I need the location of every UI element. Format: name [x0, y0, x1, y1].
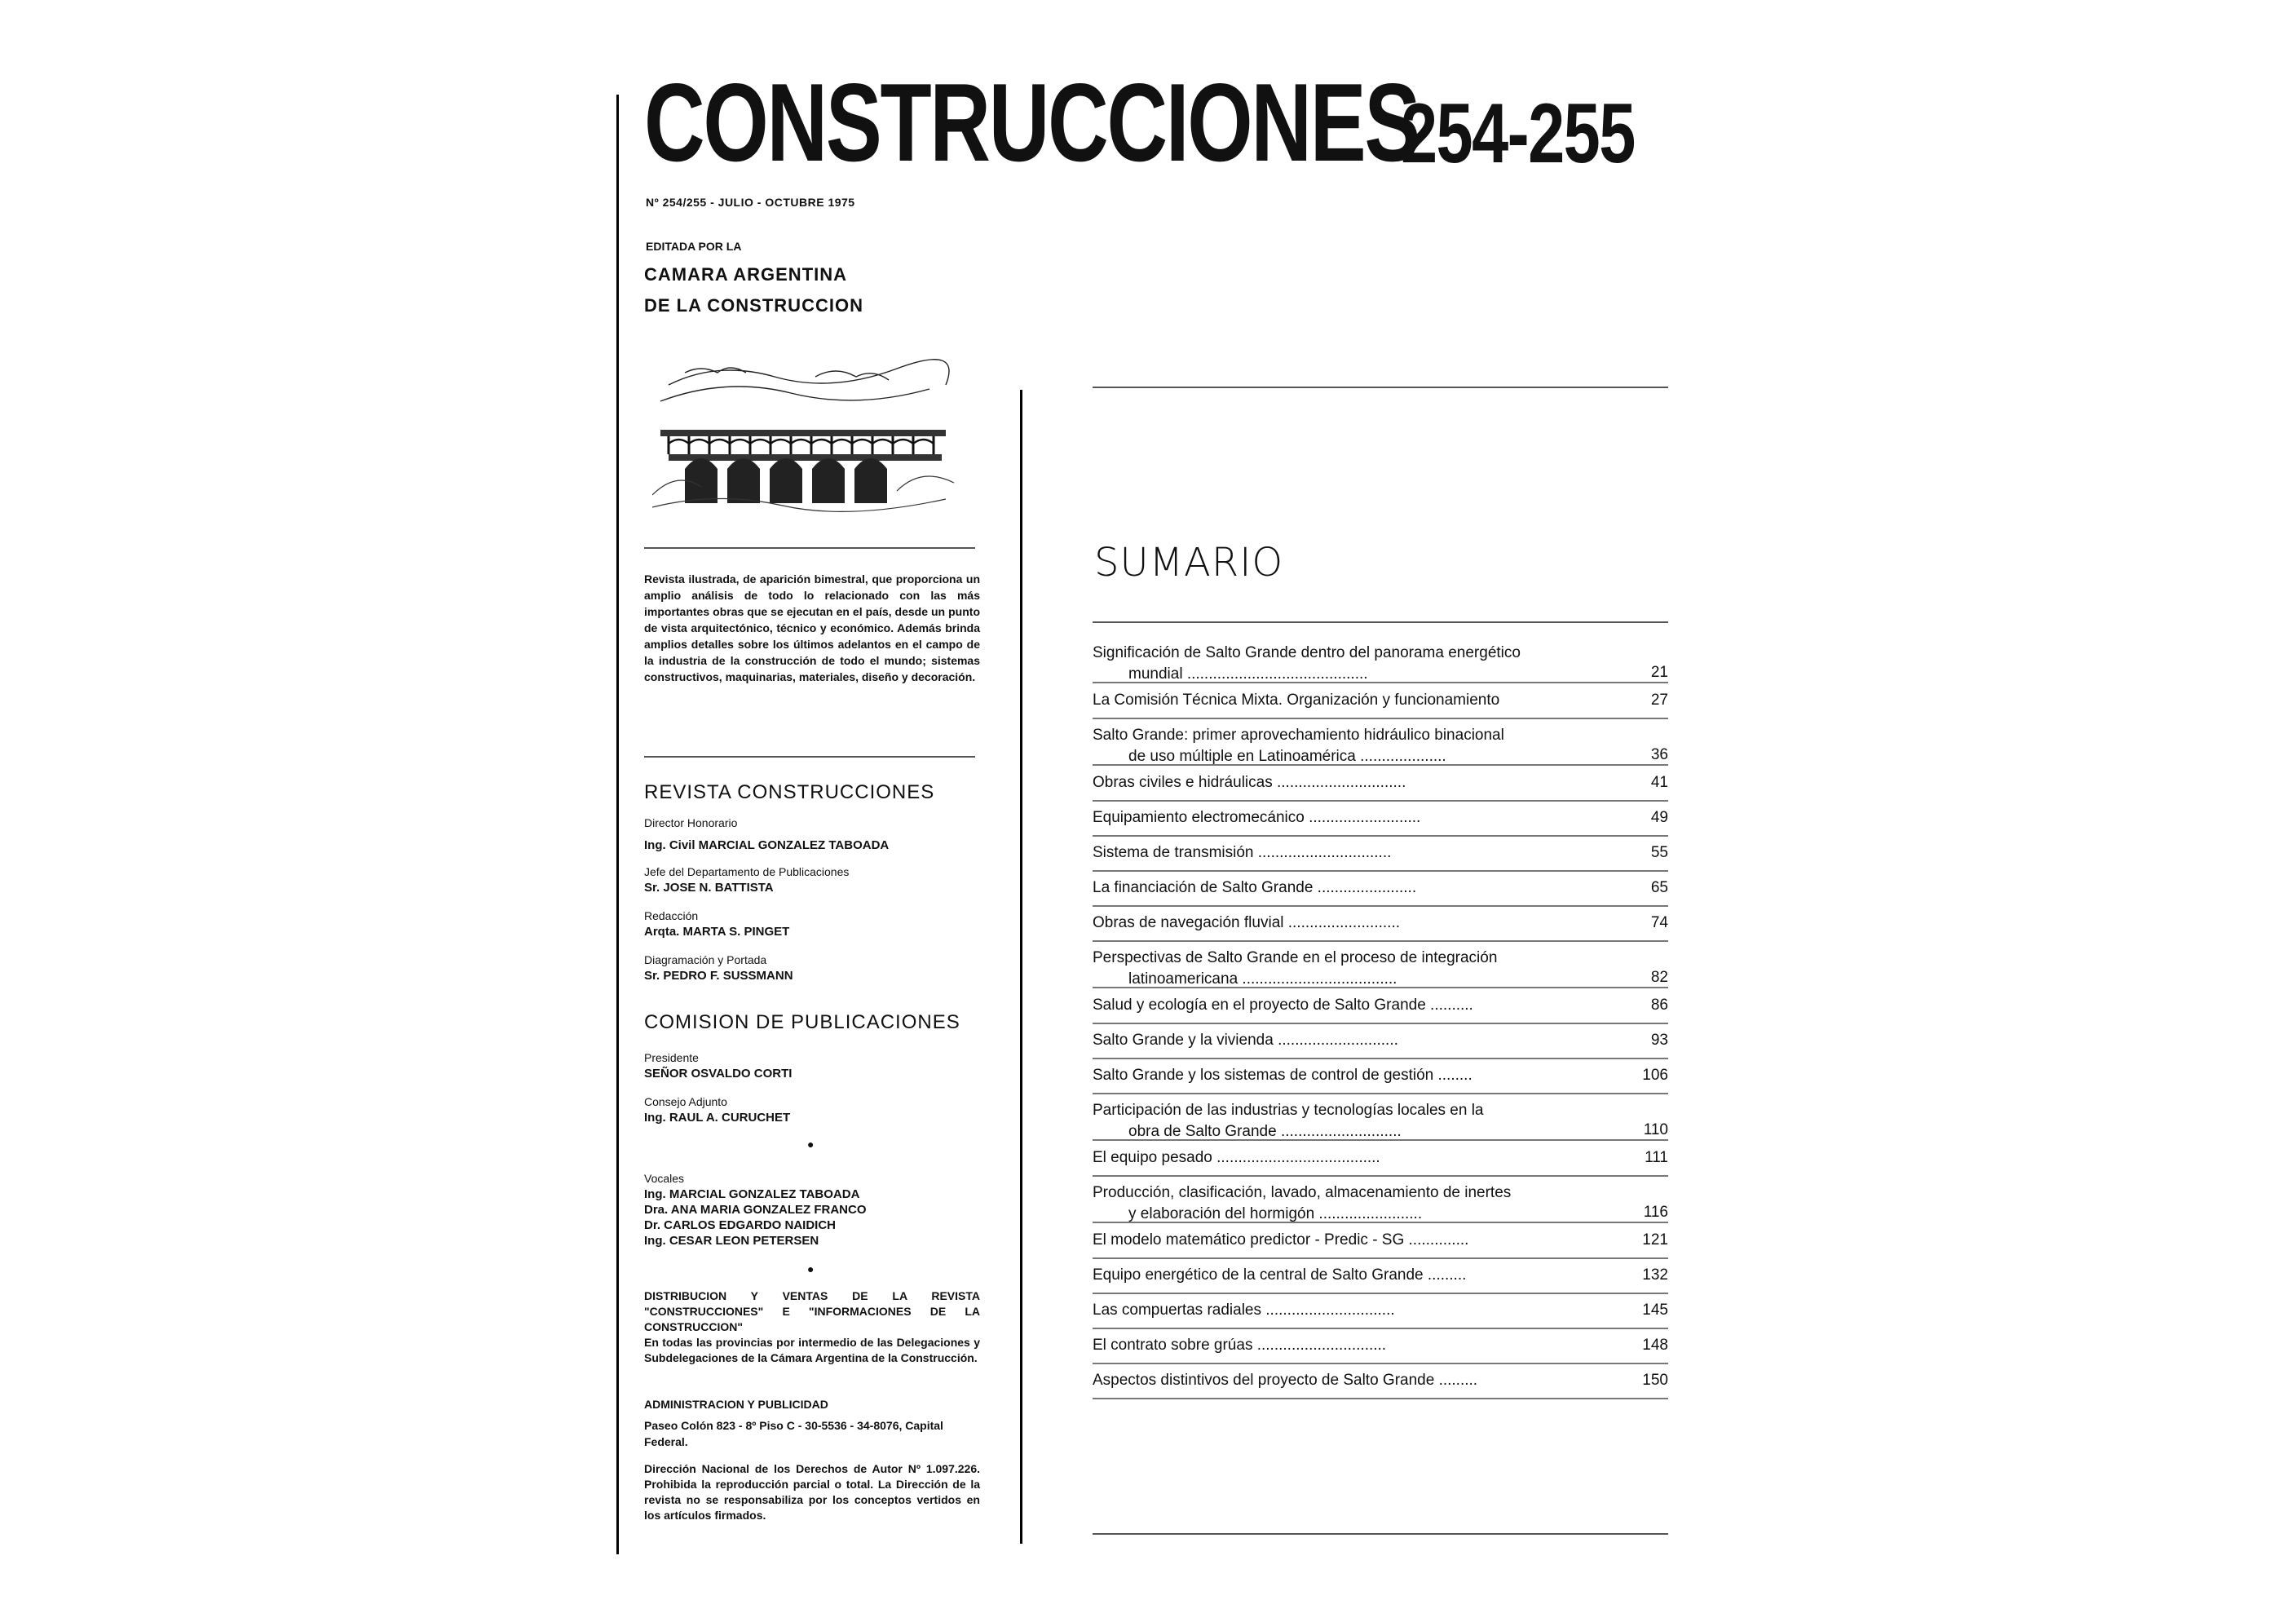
vocal-name: Dr. CARLOS EDGARDO NAIDICH	[644, 1218, 837, 1232]
toc-entry-line1: Salto Grande y la vivienda ............................	[1093, 1032, 1398, 1049]
left-column-rule-2	[644, 756, 975, 758]
magazine-description: Revista ilustrada, de aparición bimestral, que proporciona un amplio análisis de todo lo relacionado con las más importantes obras que se ejecutan en el país, desde un punto de vista arquitectónico, técnico y económico. Además brinda amplios detalles sobre los últimos adelantos en el campo de la industria de la construcción de todo el mundo; sistemas constructivos, maquinarias, materiales, diseño y decoración.	[644, 572, 980, 683]
toc-page-number: 74	[1650, 914, 1668, 931]
distribucion-text: En todas las provincias por intermedio de las Delegaciones y Subdelegaciones de la Cámara Argentina de la Construcción.	[644, 1336, 980, 1364]
toc-entry-title	[1093, 690, 1606, 711]
revista-entry	[644, 864, 987, 895]
staff-name: Ing. RAUL A. CURUCHET	[644, 1111, 791, 1125]
toc-entry-line2: de uso múltiple en Latinoamérica ....................	[1128, 748, 1446, 765]
bullet-separator: ●	[807, 1262, 815, 1275]
toc-entry-line1: Producción, clasificación, lavado, almacenamiento de inertes	[1093, 1184, 1512, 1201]
revista-entry	[644, 908, 987, 939]
toc-page-number: 41	[1650, 774, 1668, 791]
toc-entry-title	[1093, 1230, 1606, 1251]
toc-page-number: 145	[1642, 1302, 1668, 1319]
toc-entry-line1: Perspectivas de Salto Grande en el proceso de integración	[1093, 949, 1498, 966]
toc-page-number: 148	[1642, 1337, 1668, 1354]
toc-entry-title	[1093, 725, 1606, 767]
toc-entry-line1: Obras de navegación fluvial ..........................	[1093, 914, 1401, 931]
toc-entry-line2: obra de Salto Grande ............................	[1128, 1123, 1402, 1140]
toc-entry-line2: y elaboración del hormigón ........................	[1128, 1205, 1423, 1222]
toc-entry-line1: El equipo pesado ......................................	[1093, 1149, 1380, 1166]
edited-by-label: EDITADA POR LA	[646, 240, 742, 253]
toc-row	[1093, 685, 1668, 719]
toc-row	[1093, 908, 1668, 942]
toc-entry-line1: Las compuertas radiales ..............................	[1093, 1302, 1395, 1319]
toc-entry-title	[1093, 1370, 1606, 1391]
toc-entry-title	[1093, 1065, 1606, 1086]
toc-entry-line1: Salud y ecología en el proyecto de Salto Grande ..........	[1093, 997, 1473, 1014]
toc-row	[1093, 1330, 1668, 1364]
revista-heading: REVISTA CONSTRUCCIONES	[644, 781, 935, 803]
bullet-separator: ●	[807, 1138, 815, 1151]
toc-entry-title	[1093, 1265, 1606, 1286]
toc-row	[1093, 1178, 1668, 1223]
toc-row	[1093, 873, 1668, 907]
masthead-issue-number: 254-255	[1401, 86, 1635, 181]
toc-row	[1093, 638, 1668, 683]
toc-row	[1093, 1295, 1668, 1329]
toc-page-number: 55	[1650, 844, 1668, 861]
toc-entry-title	[1093, 948, 1606, 990]
toc-row	[1093, 1225, 1668, 1259]
toc-entry-title	[1093, 643, 1606, 685]
staff-name: Arqta. MARTA S. PINGET	[644, 925, 790, 939]
toc-page-number: 150	[1642, 1372, 1668, 1389]
issue-line: Nº 254/255 - JULIO - OCTUBRE 1975	[646, 196, 855, 209]
toc-row	[1093, 767, 1668, 802]
toc-entry-line1: Aspectos distintivos del proyecto de Salto Grande .........	[1093, 1372, 1478, 1389]
toc-entry-line1: Equipamiento electromecánico ..........................	[1093, 809, 1421, 826]
administracion-text: Paseo Colón 823 - 8º Piso C - 30-5536 - 34-8076, Capital Federal.	[644, 1419, 943, 1448]
toc-row	[1093, 943, 1668, 988]
toc-entry-title	[1093, 807, 1606, 829]
staff-role: Consejo Adjunto	[644, 1095, 727, 1108]
toc-page-number: 116	[1643, 1204, 1668, 1221]
staff-name: SEÑOR OSVALDO CORTI	[644, 1067, 793, 1081]
staff-role: Director Honorario	[644, 816, 738, 829]
toc-entry-title	[1093, 913, 1606, 934]
column-divider-rule	[1020, 390, 1022, 1544]
toc-entry-title	[1093, 1100, 1606, 1142]
left-margin-rule	[616, 95, 619, 1554]
left-column-rule-1	[644, 547, 975, 549]
toc-page-number: 121	[1642, 1231, 1668, 1249]
vocal-name: Ing. CESAR LEON PETERSEN	[644, 1234, 819, 1248]
staff-role: Diagramación y Portada	[644, 953, 767, 966]
aqueduct-illustration	[652, 352, 956, 515]
toc-page-number: 93	[1650, 1032, 1668, 1049]
toc-page-number: 132	[1642, 1266, 1668, 1284]
toc-page-number: 86	[1650, 997, 1668, 1014]
toc-entry-line1: El modelo matemático predictor - Predic - SG ..............	[1093, 1231, 1469, 1249]
toc-row	[1093, 990, 1668, 1024]
toc-entry-line1: Equipo energético de la central de Salto Grande .........	[1093, 1266, 1467, 1284]
staff-name: Sr. JOSE N. BATTISTA	[644, 881, 774, 895]
publisher-name-line1: CAMARA ARGENTINA	[644, 264, 848, 285]
toc-row	[1093, 1095, 1668, 1141]
toc-row	[1093, 720, 1668, 766]
administracion-block	[644, 1396, 980, 1450]
toc-page-number: 65	[1650, 879, 1668, 896]
toc-entry-line1: El contrato sobre grúas ..............................	[1093, 1337, 1387, 1354]
administracion-heading: ADMINISTRACION Y PUBLICIDAD	[644, 1398, 828, 1411]
staff-name: Sr. PEDRO F. SUSSMANN	[644, 969, 793, 983]
right-column-top-rule	[1093, 387, 1668, 388]
vocales-label: Vocales	[644, 1172, 685, 1185]
toc-entry-title	[1093, 1182, 1606, 1225]
toc-page-number: 27	[1650, 692, 1668, 709]
toc-entry-title	[1093, 772, 1606, 793]
toc-entry-title	[1093, 995, 1606, 1016]
toc-page-number: 110	[1643, 1121, 1668, 1138]
toc-entry-line1: Salto Grande y los sistemas de control de gestión ........	[1093, 1067, 1473, 1084]
staff-name: Ing. Civil MARCIAL GONZALEZ TABOADA	[644, 838, 890, 852]
toc-entry-title	[1093, 877, 1606, 899]
revista-entry	[644, 952, 987, 983]
staff-role: Jefe del Departamento de Publicaciones	[644, 865, 850, 878]
toc-entry-line1: Significación de Salto Grande dentro del panorama energético	[1093, 644, 1521, 661]
comision-entry	[644, 1050, 987, 1081]
toc-entry-line1: La financiación de Salto Grande .......................	[1093, 879, 1417, 896]
toc-entry-line1: Sistema de transmisión ...............................	[1093, 844, 1392, 861]
toc-row	[1093, 1060, 1668, 1094]
toc-row	[1093, 802, 1668, 837]
distribucion-block	[644, 1288, 980, 1366]
toc-entry-title	[1093, 1147, 1606, 1169]
toc-entry-line1: Participación de las industrias y tecnologías locales en la	[1093, 1102, 1484, 1119]
toc-row	[1093, 1025, 1668, 1059]
toc-entry-line1: Salto Grande: primer aprovechamiento hidráulico binacional	[1093, 727, 1504, 744]
toc-entry-title	[1093, 1335, 1606, 1356]
vocal-name: Ing. MARCIAL GONZALEZ TABOADA	[644, 1187, 860, 1201]
toc-page-number: 36	[1650, 746, 1668, 763]
staff-role: Presidente	[644, 1051, 699, 1064]
publisher-name-line2: DE LA CONSTRUCCION	[644, 295, 863, 316]
distribucion-heading: DISTRIBUCION Y VENTAS DE LA REVISTA "CONSTRUCCIONES" E "INFORMACIONES DE LA CONSTRUCCION"	[644, 1289, 980, 1333]
staff-role: Redacción	[644, 909, 699, 922]
toc-entry-title	[1093, 1030, 1606, 1051]
toc-entry-line1: Obras civiles e hidráulicas ..............................	[1093, 774, 1406, 791]
toc-page-number: 111	[1645, 1149, 1668, 1166]
toc-entry-line2: mundial ..........................................	[1128, 665, 1368, 683]
toc-page-number: 106	[1642, 1067, 1668, 1084]
sumario-rule	[1093, 621, 1668, 623]
toc-row	[1093, 838, 1668, 872]
comision-entry	[644, 1094, 987, 1125]
toc-row	[1093, 1365, 1668, 1399]
sumario-title: SUMARIO	[1094, 540, 1284, 586]
vocal-name: Dra. ANA MARIA GONZALEZ FRANCO	[644, 1203, 867, 1217]
right-column-bottom-rule	[1093, 1533, 1668, 1535]
toc-page-number: 82	[1650, 969, 1668, 986]
toc-entry-line1: La Comisión Técnica Mixta. Organización y funcionamiento	[1093, 692, 1500, 709]
toc-page-number: 21	[1650, 664, 1668, 681]
comision-heading: COMISION DE PUBLICACIONES	[644, 1011, 960, 1033]
legal-notice: Dirección Nacional de los Derechos de Autor Nº 1.097.226. Prohibida la reproducción parcial o total. La Dirección de la revista no se responsabiliza por los conceptos vertidos en los artículos firmados.	[644, 1462, 980, 1522]
revista-entry	[644, 815, 987, 853]
toc-row	[1093, 1260, 1668, 1294]
toc-entry-line2: latinoamericana ....................................	[1128, 970, 1397, 988]
masthead-title: CONSTRUCCIONES	[644, 60, 1420, 184]
toc-row	[1093, 1142, 1668, 1177]
toc-page-number: 49	[1650, 809, 1668, 826]
toc-entry-title	[1093, 1300, 1606, 1321]
vocales-block	[644, 1171, 1003, 1249]
toc-entry-title	[1093, 842, 1606, 864]
